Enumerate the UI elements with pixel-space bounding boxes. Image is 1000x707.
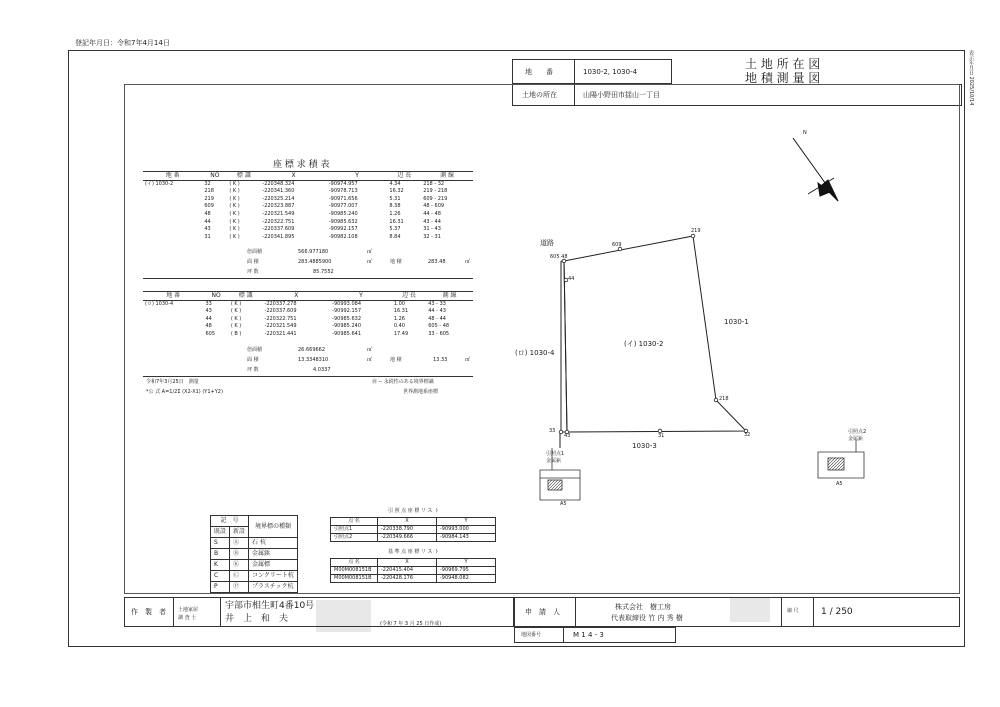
table-cell: 218 (204, 188, 214, 195)
table-cell: -220322.751 (264, 315, 297, 322)
table-cell: コンクリート杭 (249, 571, 298, 582)
table-cell: -90984.143 (437, 534, 496, 542)
applicant-company: 株式会社 樹工房 (615, 603, 671, 611)
table-cell: 609 - 219 (423, 195, 448, 202)
table-cell: ( K ) (229, 180, 240, 187)
table-row (331, 534, 496, 542)
legend-type-header: 境界標の種類 (249, 516, 298, 538)
table-cell: -220322.751 (262, 218, 295, 225)
table-cell: -90985.641 (332, 330, 361, 337)
col-header: X (378, 559, 437, 567)
table-cell: -220341.895 (262, 233, 295, 240)
table-cell: ( K ) (229, 218, 240, 225)
table-cell: -220337.278 (264, 300, 297, 307)
chiban-value: 1030-2, 1030-4 (583, 68, 638, 76)
table-cell: 48 (205, 323, 212, 330)
table-cell: B (211, 549, 230, 560)
table-cell: -90971.656 (328, 195, 358, 202)
coord-table-title: 座 標 求 積 表 (273, 160, 330, 170)
table-cell: -90992.157 (332, 308, 361, 315)
unit: ㎡ (465, 259, 471, 265)
double-area-value: 566.977180 (298, 249, 329, 255)
north-arrow (793, 138, 838, 201)
table-cell: 1.26 (389, 210, 401, 217)
table-cell: 31 - 43 (423, 226, 441, 233)
applicant-representative: 代表取締役 竹 内 秀 樹 (611, 614, 683, 622)
lot-boundary-1030-2 (564, 236, 746, 432)
table-cell: M00M008151B (331, 575, 378, 583)
col-header: X (263, 292, 331, 301)
table-cell: ( K ) (230, 308, 242, 315)
table-cell: Ⓑ (230, 549, 249, 560)
applicant-box (514, 597, 960, 627)
table-cell: ( K ) (229, 188, 240, 195)
map-number-box (514, 627, 676, 643)
table-cell: 218 - 32 (423, 180, 445, 187)
table-cell: -90974.957 (328, 180, 358, 187)
table-cell: -220349.666 (378, 534, 437, 542)
point-label: 44 (568, 276, 575, 282)
print-date-stamp: 表示年月日 2025/10/14 (968, 50, 974, 106)
table-cell: Ⓒ (230, 571, 249, 582)
chiseki-label: 地 積 (390, 357, 402, 363)
table-cell: -220323.887 (262, 203, 295, 210)
legend-row (211, 582, 298, 593)
table-row (331, 575, 496, 583)
col-header: 点 名 (331, 559, 378, 567)
location-label: 土地の所在 (522, 91, 557, 99)
ref-list-title: 引 照 点 座 標 リ ス ト (388, 508, 440, 514)
table-cell: 8.84 (389, 233, 401, 240)
table-cell: -220321.549 (262, 210, 295, 217)
table-cell: ( K ) (229, 195, 240, 202)
base-list-title: 基 準 点 座 標 リ ス ト (388, 549, 440, 555)
table-cell: ( K ) (230, 315, 242, 322)
col-header: 辺 長 (387, 172, 421, 181)
table-cell: -220338.790 (378, 526, 437, 534)
table-cell: 金属標 (249, 560, 298, 571)
table-cell: 16.31 (389, 218, 404, 225)
table-cell: 43 (204, 226, 211, 233)
table-cell: -220321.549 (264, 323, 297, 330)
table-cell: 43 (205, 308, 212, 315)
table-cell: ( K ) (230, 323, 242, 330)
double-area-label: 倍面積 (247, 347, 263, 353)
table-cell: 605 - 48 (428, 323, 450, 330)
table-cell: 48 - 609 (423, 203, 445, 210)
table-cell: 44 (204, 218, 211, 225)
col-header: NO (203, 292, 228, 301)
legend-title: 記 号 (211, 516, 249, 527)
point-label: 32 (744, 432, 751, 438)
table-cell: 4.34 (389, 180, 401, 187)
point-label: 43 (564, 433, 571, 439)
boundary-marker (714, 398, 718, 402)
table-cell: -90948.082 (437, 575, 496, 583)
table-row (331, 567, 496, 575)
col-header: NO (202, 172, 227, 181)
col-header: Y (327, 172, 388, 181)
registration-date: 登記年月日：令和7年4月14日 (75, 39, 170, 47)
area-value: 283.4885900 (298, 259, 332, 265)
col-header: 標 識 (227, 172, 260, 181)
table-cell: S (211, 538, 230, 549)
lot-boundary-1030-4 (561, 261, 567, 432)
table-cell: 16.32 (389, 188, 404, 195)
col-header: 測 線 (426, 292, 473, 301)
table-cell: 32 (204, 180, 211, 187)
point-label: 609 (612, 242, 622, 248)
base-point-list (330, 558, 496, 583)
table-cell: -220325.214 (262, 195, 295, 202)
table-cell: プラスチック杭 (249, 582, 298, 593)
north-label: N (803, 130, 807, 136)
table-cell: 44 - 43 (428, 308, 446, 315)
legend-row (211, 549, 298, 560)
area-label: 面 積 (247, 259, 259, 265)
ref-point-2-label: 引照点2 (848, 429, 867, 435)
location-value: 山陽小野田市揺山一丁目 (583, 91, 660, 99)
table-cell: 605 (205, 330, 215, 337)
table-cell: 5.31 (389, 195, 401, 202)
unit: ㎡ (367, 259, 373, 265)
table-cell: 引照点1 (331, 526, 378, 534)
table-cell: 16.31 (393, 308, 409, 315)
table-cell: 44 - 48 (423, 210, 441, 217)
author-label: 作 製 者 (131, 608, 166, 616)
double-area-value: 26.669662 (298, 347, 326, 353)
parcel-1030-4-label: (ロ) 1030-4 (515, 349, 555, 357)
marker-legend-table (210, 515, 298, 593)
map-number-value: M 1 4 - 3 (573, 631, 604, 639)
table-cell: P (211, 582, 230, 593)
tsubo-value: 4.0337 (313, 367, 331, 373)
table-cell: Ⓚ (230, 560, 249, 571)
table-cell: 1.00 (393, 300, 405, 307)
table-cell: 44 (205, 315, 212, 322)
table-row (331, 526, 496, 534)
ref-sketch-scale: A5 (560, 501, 567, 507)
table-cell: 48 - 44 (428, 315, 446, 322)
col-header: 点 名 (331, 518, 378, 526)
ref-sketch-scale: A5 (836, 481, 843, 487)
tsubo-label: 坪 数 (247, 269, 259, 275)
col-header: 測 線 (421, 172, 473, 181)
table-cell: (イ) 1030-2 (145, 180, 174, 187)
author-box (124, 597, 514, 627)
table-cell: -220337.609 (262, 226, 295, 233)
table-cell: -90985.632 (328, 218, 358, 225)
table-cell: 石 杭 (249, 538, 298, 549)
legend-note-permanent: ㊃ -- 永続性のある境界標識 (372, 379, 434, 385)
table-cell: -220337.609 (264, 308, 297, 315)
table-cell: 219 - 218 (423, 188, 448, 195)
table-cell: 48 (204, 210, 211, 217)
table-cell: 17.49 (393, 330, 409, 337)
table-cell: -90969.795 (437, 567, 496, 575)
unit: ㎡ (367, 249, 373, 255)
table-cell: ( K ) (230, 300, 242, 307)
table-cell: 0.40 (393, 323, 405, 330)
table-cell: ( K ) (229, 233, 240, 240)
table-cell: -220415.404 (378, 567, 437, 575)
col-header: 辺 長 (392, 292, 426, 301)
chiseki-value: 13.33 (433, 357, 448, 363)
title-survey-map: 地 積 測 量 図 (745, 71, 821, 85)
tsubo-label: 坪 数 (247, 367, 259, 373)
table-cell: Ⓟ (230, 582, 249, 593)
table-cell: ( K ) (229, 203, 240, 210)
table-cell: 1.26 (393, 315, 405, 322)
double-area-label: 倍面積 (247, 249, 263, 255)
table-cell: ( K ) (229, 226, 240, 233)
map-number-label: 地図番号 (521, 632, 542, 638)
parcel-1030-2-label: (イ) 1030-2 (624, 340, 664, 348)
chiseki-label: 地 積 (390, 259, 402, 265)
table-cell: 43 - 44 (423, 218, 441, 225)
scale-value: 1 / 250 (821, 607, 853, 617)
ref-point-sketch-2 (818, 440, 864, 478)
table-cell: 33 (205, 300, 212, 307)
col-header: Y (437, 559, 496, 567)
table-cell: (ロ) 1030-4 (145, 300, 174, 307)
road-label: 道路 (540, 239, 554, 247)
parcel-1030-3-label: 1030-3 (632, 442, 657, 450)
table-cell: -220348.324 (262, 180, 295, 187)
surveyor-label: 土地家屋 調 査 士 (178, 607, 199, 621)
table-cell: 33 - 605 (428, 330, 450, 337)
ref-point-1-type: 金属鋲 (546, 458, 562, 464)
table-cell: ( B ) (230, 330, 242, 337)
unit: ㎡ (465, 357, 471, 363)
parcel-1030-1-label: 1030-1 (724, 318, 749, 326)
point-label: 31 (658, 433, 665, 439)
tsubo-value: 85.7552 (313, 269, 334, 275)
ref-point-1-label: 引照点1 (546, 451, 565, 457)
table-cell: K (211, 560, 230, 571)
table-cell: C (211, 571, 230, 582)
table-cell: 219 (204, 195, 214, 202)
table-cell: 8.38 (389, 203, 401, 210)
table-cell: 32 - 31 (423, 233, 441, 240)
table-cell: -90985.240 (332, 323, 361, 330)
table-cell: -90993.000 (437, 526, 496, 534)
point-label: 218 (719, 396, 729, 402)
boundary-marker (559, 430, 563, 434)
table-cell: 609 (204, 203, 214, 210)
table-cell: -90977.007 (328, 203, 358, 210)
table-cell: -90992.157 (328, 226, 358, 233)
ref-point-list (330, 517, 496, 542)
table-cell: M00M008151B (331, 567, 378, 575)
area-value: 13.3348310 (298, 357, 329, 363)
chiseki-value: 283.48 (428, 259, 446, 265)
survey-date: 令和7年3月25日 測量 (146, 379, 199, 385)
area-label: 面 積 (247, 357, 259, 363)
legend-row (211, 571, 298, 582)
table-cell: 5.37 (389, 226, 401, 233)
point-label: 605 48 (550, 254, 568, 260)
legend-row (211, 560, 298, 571)
chiban-label: 地 番 (525, 68, 553, 76)
point-label: 219 (691, 228, 701, 234)
table-cell: -220321.441 (264, 330, 297, 337)
table-cell: -90993.084 (332, 300, 361, 307)
col-header: 地 番 (143, 172, 202, 181)
legend-note-datum: 世界測地系座標 (403, 389, 439, 395)
table-cell: -90985.240 (328, 210, 358, 217)
table-cell: Ⓢ (230, 538, 249, 549)
unit: ㎡ (367, 357, 373, 363)
ref-point-2-type: 金属鋲 (848, 436, 864, 442)
legend-existing-header: 既設 (211, 527, 230, 538)
table-cell: -220428.176 (378, 575, 437, 583)
scale-label: 縮 尺 (787, 608, 799, 614)
table-cell: -90978.713 (328, 188, 358, 195)
legend-row (211, 538, 298, 549)
point-label: 33 (549, 428, 556, 434)
legend-new-header: 新設 (230, 527, 249, 538)
table-cell: 金属鋲 (249, 549, 298, 560)
table-cell: -90982.108 (328, 233, 358, 240)
created-date: (令和 7 年 3 月 25 日作成) (380, 621, 442, 627)
table-cell: ( K ) (229, 210, 240, 217)
author-name: 井 上 和 夫 (225, 614, 289, 624)
table-cell: -90985.632 (332, 315, 361, 322)
author-address: 宇部市相生町4番10号 (225, 601, 315, 611)
col-header: Y (437, 518, 496, 526)
area-formula: *公 式 A=1/2Σ (X2-X1) (Y1+Y2) (146, 389, 223, 395)
title-location-map: 土 地 所 在 図 (745, 57, 821, 71)
table-cell: -220341.360 (262, 188, 295, 195)
table-cell: 引照点2 (331, 534, 378, 542)
col-header: Y (330, 292, 392, 301)
col-header: X (378, 518, 437, 526)
col-header: X (260, 172, 326, 181)
table-cell: 31 (204, 233, 211, 240)
col-header: 地 番 (143, 292, 203, 301)
col-header: 標 識 (229, 292, 263, 301)
boundary-marker (691, 234, 695, 238)
table-cell: 43 - 33 (428, 300, 446, 307)
unit: ㎡ (367, 347, 373, 353)
applicant-label: 申 請 人 (525, 608, 560, 616)
